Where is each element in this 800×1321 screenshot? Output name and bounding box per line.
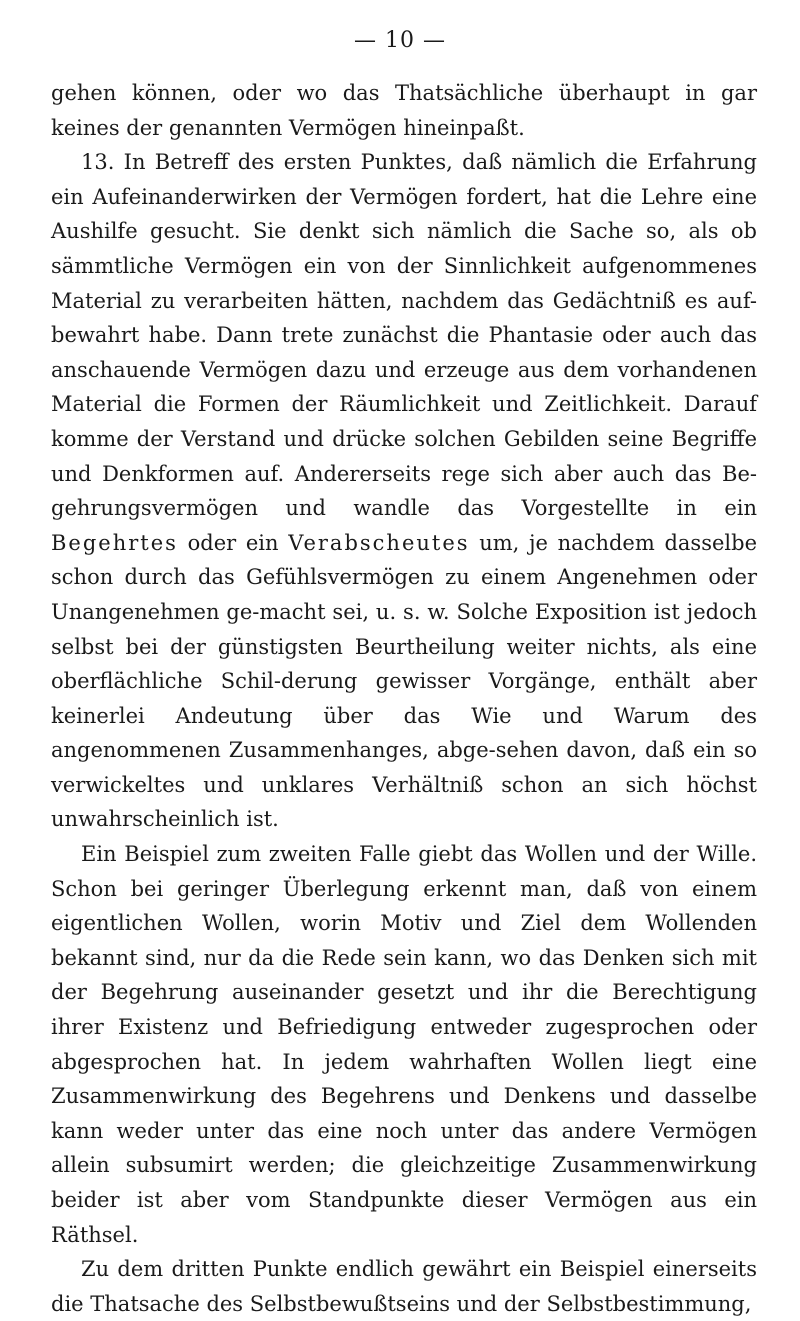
- paragraph-text: um, je nachdem dasselbe schon durch das Gefühlsvermögen zu einem Angenehmen oder Unangenehmen ge-macht sei, u. s. w. Solche Exposition ist jedoch selbst bei der günstigsten Beurtheilung weiter nichts, als eine oberflächliche Schil-derung gewisser Vorgänge, enthält aber keinerlei Andeutung über das Wie und Warum des angenommenen Zusammenhanges, abge-sehen davon, daß ein so verwickeltes und unklares Verhältniß schon an sich höchst unwahrscheinlich ist.: [51, 530, 757, 832]
- paragraph-example-will: [51, 837, 757, 1252]
- paragraph-text: Ein Beispiel zum zweiten Falle giebt das Wollen und der Wille. Schon bei geringer Überlegung erkennt man, daß von einem eigentlichen Wollen, worin Motiv und Ziel dem Wollenden bekannt sind, nur da die Rede sein kann, wo das Denken sich mit der Begehrung auseinander gesetzt und ihr die Berechtigung ihrer Existenz und Befriedigung entweder zugesprochen oder abgesprochen hat. In jedem wahrhaften Wollen liegt eine Zusammenwirkung des Begehrens und Denkens und dasselbe kann weder unter das eine noch unter das andere Vermögen allein subsumirt werden; die gleichzeitige Zusammenwirkung beider ist aber vom Standpunkte dieser Vermögen aus ein Räthsel.: [51, 842, 757, 1247]
- paragraph-text: Zu dem dritten Punkte endlich gewährt ein Beispiel einerseits die Thatsache des Selbstbewußtseins und der Selbstbestimmung,: [51, 1257, 757, 1316]
- paragraph-text: oder ein: [177, 530, 289, 555]
- body-text: [51, 76, 757, 1321]
- emphasized-word: Verabscheutes: [288, 530, 470, 555]
- paragraph-continuation: [51, 76, 757, 145]
- paragraph-text: 13. In Betreff des ersten Punktes, daß nämlich die Erfahrung ein Aufeinanderwirken der Vermögen fordert, hat die Lehre eine Aushilfe gesucht. Sie denkt sich nämlich die Sache so, als ob sämmtliche Vermögen ein von der Sinnlichkeit aufgenommenes Material zu verarbeiten hätten, nachdem das Gedächtniß es auf-bewahrt habe. Dann trete zunächst die Phantasie oder auch das anschauende Vermögen dazu und erzeuge aus dem vorhandenen Material die Formen der Räumlichkeit und Zeitlichkeit. Darauf komme der Verstand und drücke solchen Gebilden seine Begriffe und Denkformen auf. Andererseits rege sich aber auch das Be-gehrungsvermögen und wandle das Vorgestellte in ein: [51, 150, 757, 521]
- emphasized-word: Begehrtes: [51, 530, 178, 555]
- paragraph-text: gehen können, oder wo das Thatsächliche überhaupt in gar keines der genannten Vermögen hineinpaßt.: [51, 81, 757, 140]
- paragraph-third-point: [51, 1252, 757, 1321]
- paragraph-13: [51, 145, 757, 837]
- page-number: — 10 —: [354, 28, 446, 53]
